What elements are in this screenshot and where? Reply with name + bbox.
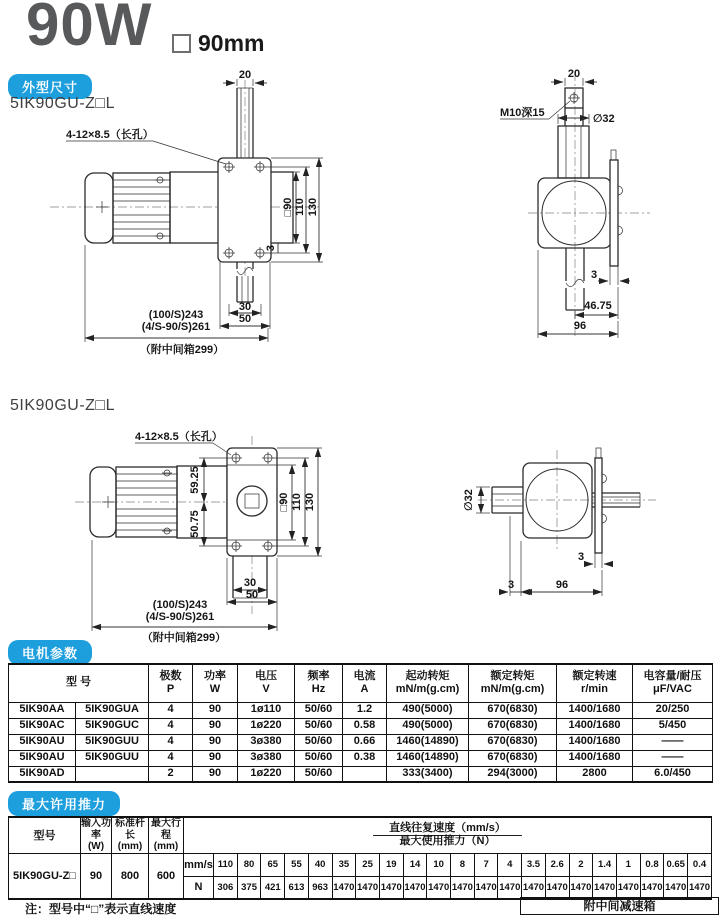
thrust-value-cell: 1470: [379, 876, 403, 899]
force-header-label: 最大使用推力（N）: [399, 835, 496, 848]
model-label-1: 5IK90GU-Z□L: [10, 95, 115, 112]
dim-label: □90: [282, 197, 294, 217]
dim-label: 130: [304, 492, 316, 512]
motor-cell-rpm: 1400/1680: [557, 718, 633, 734]
col-poles: 极数 P: [149, 664, 193, 702]
motor-cell-rt: 670(6830): [469, 750, 557, 766]
motor-cell-b: 5IK90GUA: [76, 702, 149, 718]
thrust-table-header: [9, 817, 712, 853]
col-start-torque: 起动转矩 mN/m(g.cm): [387, 664, 469, 702]
length-label: (4/S-90/S)261: [141, 321, 211, 333]
motor-cell-a: 5IK90AD: [9, 766, 76, 782]
length-label: （附中间箱299）: [139, 344, 225, 356]
thrust-value-cell: 3.5: [522, 853, 546, 876]
dim-label: 50: [245, 589, 259, 601]
col-capacitor: 电容量/耐压 μF/VAC: [633, 664, 713, 702]
drawing-end-view-top: [500, 68, 650, 338]
col-input-power: 输入功率 (W): [81, 818, 111, 852]
dim-label: 50: [238, 313, 252, 325]
motor-cell-rt: 670(6830): [469, 734, 557, 750]
thrust-value-cell: 4: [498, 853, 522, 876]
dim-label: 30: [243, 577, 257, 589]
thrust-value-cell: 1470: [688, 876, 712, 899]
motor-parameters-table: [8, 663, 713, 783]
thrust-value-cell: 1470: [451, 876, 475, 899]
dim-label: 46.75: [584, 300, 612, 312]
motor-cell-v: 1ø220: [238, 718, 295, 734]
motor-cell-w: 90: [193, 766, 238, 782]
motor-table-row: [9, 718, 713, 734]
frame-size-label: 90mm: [198, 30, 265, 56]
motor-cell-st: 1460(14890): [387, 750, 469, 766]
thrust-value-cell: 10: [427, 853, 451, 876]
motor-cell-p: 4: [149, 702, 193, 718]
thrust-value-cell: 306: [214, 876, 238, 899]
thrust-value-cell: 2: [569, 853, 593, 876]
motor-cell-rpm: 1400/1680: [557, 734, 633, 750]
thrust-value-cell: 375: [237, 876, 261, 899]
motor-table-row: [9, 702, 713, 718]
col-model: 型 号: [9, 664, 149, 702]
motor-cell-cap: 5/450: [633, 718, 713, 734]
force-row-label: N: [184, 876, 214, 899]
col-power: 功率 W: [193, 664, 238, 702]
dim-label: ∅32: [593, 113, 615, 125]
motor-cell-w: 90: [193, 702, 238, 718]
motor-cell-st: 490(5000): [387, 718, 469, 734]
motor-cell-amp: 0.66: [343, 734, 387, 750]
motor-cell-p: 4: [149, 750, 193, 766]
section-badge-dimensions: 外型尺寸: [8, 74, 92, 99]
motor-cell-v: 1ø220: [238, 766, 295, 782]
thrust-rod-length: 800: [112, 853, 149, 899]
col-rated-torque: 额定转矩 mN/m(g.cm): [469, 664, 557, 702]
motor-cell-p: 4: [149, 734, 193, 750]
dim-label: 20: [238, 69, 252, 81]
dim-label: 30: [238, 301, 252, 313]
thrust-value-cell: 421: [261, 876, 285, 899]
thrust-value-cell: 0.4: [688, 853, 712, 876]
thrust-value-cell: 613: [285, 876, 309, 899]
motor-cell-p: 4: [149, 718, 193, 734]
thrust-value-cell: 1470: [664, 876, 688, 899]
motor-cell-rt: 670(6830): [469, 702, 557, 718]
motor-table-row: [9, 766, 713, 782]
dim-label: 130: [307, 197, 319, 217]
motor-cell-b: 5IK90GUC: [76, 718, 149, 734]
thrust-value-cell: 1470: [545, 876, 569, 899]
thrust-value-cell: 0.65: [664, 853, 688, 876]
motor-cell-rpm: 1400/1680: [557, 750, 633, 766]
thrust-value-cell: 1470: [403, 876, 427, 899]
motor-cell-v: 3ø380: [238, 734, 295, 750]
max-thrust-table: [8, 816, 712, 900]
thrust-stroke: 600: [149, 853, 184, 899]
motor-cell-p: 2: [149, 766, 193, 782]
dim-label: 96: [573, 320, 587, 332]
dim-label: 20: [567, 68, 581, 80]
motor-table-row: [9, 734, 713, 750]
motor-cell-a: 5IK90AA: [9, 702, 76, 718]
motor-cell-st: 333(3400): [387, 766, 469, 782]
motor-table-row: [9, 750, 713, 766]
dim-label: 3: [507, 579, 515, 591]
motor-cell-hz: 50/60: [295, 702, 343, 718]
motor-cell-amp: 0.38: [343, 750, 387, 766]
motor-table-header: [9, 664, 713, 702]
dim-label: 3: [577, 551, 585, 563]
motor-cell-a: 5IK90AU: [9, 734, 76, 750]
gearbox-note-box: 附中间减速箱: [520, 897, 719, 915]
length-label: (4/S-90/S)261: [145, 611, 215, 623]
thrust-value-cell: 1470: [569, 876, 593, 899]
thrust-value-cell: 0.8: [640, 853, 664, 876]
motor-cell-hz: 50/60: [295, 734, 343, 750]
motor-cell-cap: 6.0/450: [633, 766, 713, 782]
thrust-value-cell: 1: [616, 853, 640, 876]
motor-cell-hz: 50/60: [295, 718, 343, 734]
col-rated-speed: 额定转速 r/min: [557, 664, 633, 702]
dim-label: 3: [265, 244, 277, 252]
motor-cell-b: [76, 766, 149, 782]
motor-cell-rpm: 1400/1680: [557, 702, 633, 718]
speed-row-label: mm/s: [184, 853, 214, 876]
thrust-value-cell: 80: [237, 853, 261, 876]
thrust-value-cell: 1470: [593, 876, 617, 899]
motor-cell-v: 1ø110: [238, 702, 295, 718]
dim-label: 110: [294, 198, 306, 216]
thrust-value-cell: 1470: [616, 876, 640, 899]
dim-label: 59.25: [189, 466, 201, 494]
hole-note-label: 4-12×8.5（长孔）: [135, 431, 223, 443]
tap-note-label: M10深15: [500, 107, 545, 119]
motor-cell-cap: ——: [633, 750, 713, 766]
thrust-value-cell: 35: [332, 853, 356, 876]
dim-label: 110: [291, 493, 303, 511]
thrust-value-cell: 7: [474, 853, 498, 876]
drawing-side-view-bottom: [75, 429, 322, 644]
dim-label: 96: [555, 579, 569, 591]
thrust-value-cell: 1470: [640, 876, 664, 899]
motor-cell-b: 5IK90GUU: [76, 734, 149, 750]
motor-cell-w: 90: [193, 750, 238, 766]
motor-cell-rpm: 2800: [557, 766, 633, 782]
thrust-model: 5IK90GU-Z□: [9, 853, 81, 899]
thrust-value-cell: 14: [403, 853, 427, 876]
section-badge-motor-params: 电机参数: [8, 640, 92, 665]
col-stroke: 最大行程 (mm): [149, 817, 184, 853]
motor-cell-rt: 670(6830): [469, 718, 557, 734]
thrust-value-cell: 1470: [498, 876, 522, 899]
motor-cell-amp: 1.2: [343, 702, 387, 718]
hole-note-label: 4-12×8.5（长孔）: [66, 129, 154, 141]
dim-label: ∅32: [463, 489, 475, 511]
thrust-value-cell: 40: [308, 853, 332, 876]
thrust-value-cell: 8: [451, 853, 475, 876]
model-label-2: 5IK90GU-Z□L: [10, 397, 115, 414]
thrust-value-cell: 1470: [522, 876, 546, 899]
motor-cell-hz: 50/60: [295, 750, 343, 766]
thrust-value-cell: 1470: [356, 876, 380, 899]
motor-cell-a: 5IK90AC: [9, 718, 76, 734]
dim-label: □90: [278, 492, 290, 512]
length-label: （附中间箱299）: [141, 632, 227, 644]
motor-cell-cap: 20/250: [633, 702, 713, 718]
speed-row: [9, 853, 712, 876]
speed-header-label: 直线往复速度（mm/s）: [373, 822, 522, 836]
col-voltage: 电压 V: [238, 664, 295, 702]
thrust-value-cell: 65: [261, 853, 285, 876]
thrust-value-cell: 963: [308, 876, 332, 899]
thrust-power: 90: [81, 853, 112, 899]
length-label: (100/S)243: [148, 309, 204, 321]
thrust-value-cell: 19: [379, 853, 403, 876]
drawing-end-view-bottom: [463, 448, 656, 596]
length-label: (100/S)243: [152, 599, 208, 611]
motor-cell-cap: ——: [633, 734, 713, 750]
motor-cell-a: 5IK90AU: [9, 750, 76, 766]
motor-cell-st: 1460(14890): [387, 734, 469, 750]
motor-cell-rt: 294(3000): [469, 766, 557, 782]
thrust-value-cell: 1.4: [593, 853, 617, 876]
motor-cell-v: 3ø380: [238, 750, 295, 766]
thrust-value-cell: 1470: [332, 876, 356, 899]
motor-cell-hz: 50/60: [295, 766, 343, 782]
page-title: 90W: [26, 0, 153, 58]
footer-note: 注：型号中“□”表示直线速度: [25, 902, 177, 916]
col-current: 电流 A: [343, 664, 387, 702]
thrust-value-cell: 2.6: [545, 853, 569, 876]
speed-force-header: [184, 817, 712, 853]
dim-label: 3: [590, 269, 598, 281]
col-model: 型号: [9, 817, 81, 853]
col-frequency: 频率 Hz: [295, 664, 343, 702]
motor-cell-amp: [343, 766, 387, 782]
motor-cell-w: 90: [193, 718, 238, 734]
thrust-value-cell: 25: [356, 853, 380, 876]
motor-cell-amp: 0.58: [343, 718, 387, 734]
motor-cell-st: 490(5000): [387, 702, 469, 718]
thrust-value-cell: 1470: [474, 876, 498, 899]
motor-cell-w: 90: [193, 734, 238, 750]
thrust-value-cell: 1470: [427, 876, 451, 899]
thrust-value-cell: 110: [214, 853, 238, 876]
motor-cell-b: 5IK90GUU: [76, 750, 149, 766]
col-rod-length: 标准杆长 (mm): [112, 817, 149, 853]
section-badge-max-thrust: 最大许用推力: [8, 791, 120, 816]
dim-label: 50.75: [189, 510, 201, 538]
thrust-value-cell: 55: [285, 853, 309, 876]
